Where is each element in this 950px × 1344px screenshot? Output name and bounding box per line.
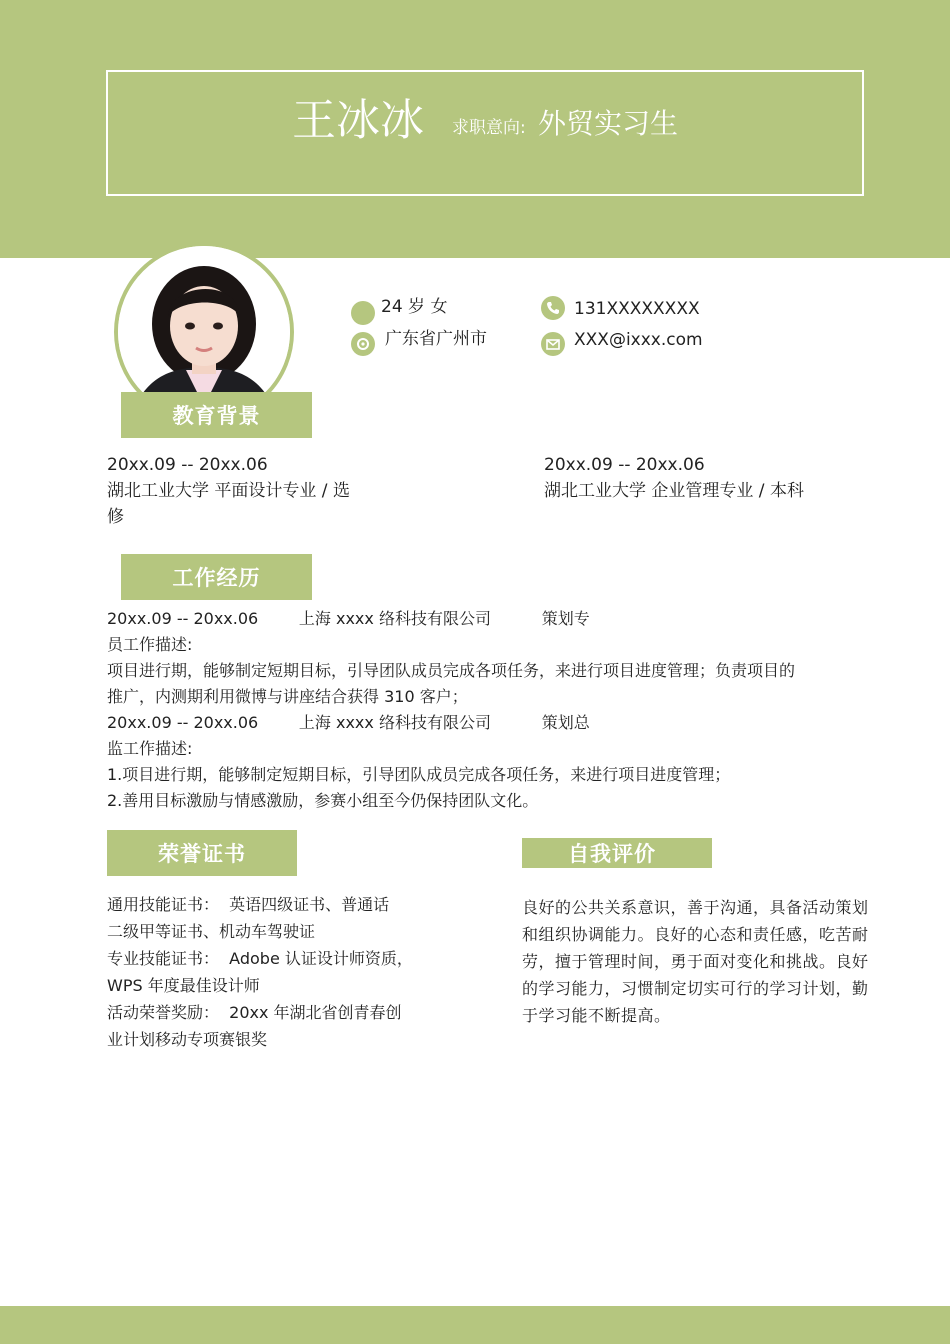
education-left: [107, 452, 407, 530]
cert-line: 业计划移动专项赛银奖: [107, 1030, 268, 1049]
self-eval-heading: 自我评价: [522, 838, 712, 868]
footer-band: [0, 1306, 950, 1344]
cert-line: 通用技能证书： 英语四级证书、普通话: [107, 895, 390, 914]
self-eval-text: 良好的公共关系意识，善于沟通，具备活动策划和组织协调能力。良好的心态和责任感，吃苦耐劳，擅于管理时间，勇于面对变化和挑战。良好的学习能力，习惯制定切实可行的学习计划，勤于学习能不断提高。: [522, 898, 869, 1025]
education-heading: 教育背景: [121, 392, 312, 438]
edu-right-school: 湖北工业大学 企业管理专业 / 本科: [544, 481, 804, 501]
certificates-heading: 荣誉证书: [107, 830, 297, 876]
work-line: 1.项目进行期，能够制定短期目标，引导团队成员完成各项任务，来进行项目进度管理；: [107, 765, 731, 784]
education-right: [544, 452, 874, 504]
work-line: 员工作描述:: [107, 635, 193, 654]
location-icon: [351, 332, 375, 356]
cert-line: WPS 年度最佳设计师: [107, 976, 260, 995]
email-address: XXX@ixxx.com: [574, 330, 703, 350]
job-intent-value: 外贸实习生: [538, 107, 679, 140]
cert-line: 活动荣誉奖励： 20xx 年湖北省创青春创: [107, 1003, 402, 1022]
candidate-name: 王冰冰: [292, 95, 424, 146]
location-text: 广东省广州市: [385, 329, 487, 349]
work-line: 20xx.09 -- 20xx.06 上海 xxxx 络科技有限公司 策划总: [107, 713, 590, 732]
job-intent-label: 求职意向:: [452, 118, 526, 138]
certificates-list: [107, 891, 447, 1053]
work-line: 20xx.09 -- 20xx.06 上海 xxxx 络科技有限公司 策划专: [107, 609, 590, 628]
work-experience: [107, 606, 877, 814]
work-line: 推广，内测期利用微博与讲座结合获得 310 客户；: [107, 687, 468, 706]
age-gender: 24 岁 女: [381, 297, 448, 317]
work-heading: 工作经历: [121, 554, 312, 600]
phone-number: 131XXXXXXXX: [574, 299, 700, 319]
edu-left-period: 20xx.09 -- 20xx.06: [107, 455, 268, 475]
mail-icon: [541, 332, 565, 356]
work-line: 2.善用目标激励与情感激励，参赛小组至今仍保持团队文化。: [107, 791, 539, 810]
person-icon: [351, 301, 375, 325]
edu-left-school: 湖北工业大学 平面设计专业 / 选: [107, 481, 350, 501]
edu-left-school-cont: 修: [107, 507, 124, 527]
work-line: 项目进行期，能够制定短期目标，引导团队成员完成各项任务，来进行项目进度管理；负责项目的: [107, 661, 796, 680]
phone-icon: [541, 296, 565, 320]
work-line: 监工作描述:: [107, 739, 193, 758]
cert-line: 专业技能证书： Adobe 认证设计师资质，: [107, 949, 413, 968]
edu-right-period: 20xx.09 -- 20xx.06: [544, 455, 705, 475]
cert-line: 二级甲等证书、机动车驾驶证: [107, 922, 316, 941]
